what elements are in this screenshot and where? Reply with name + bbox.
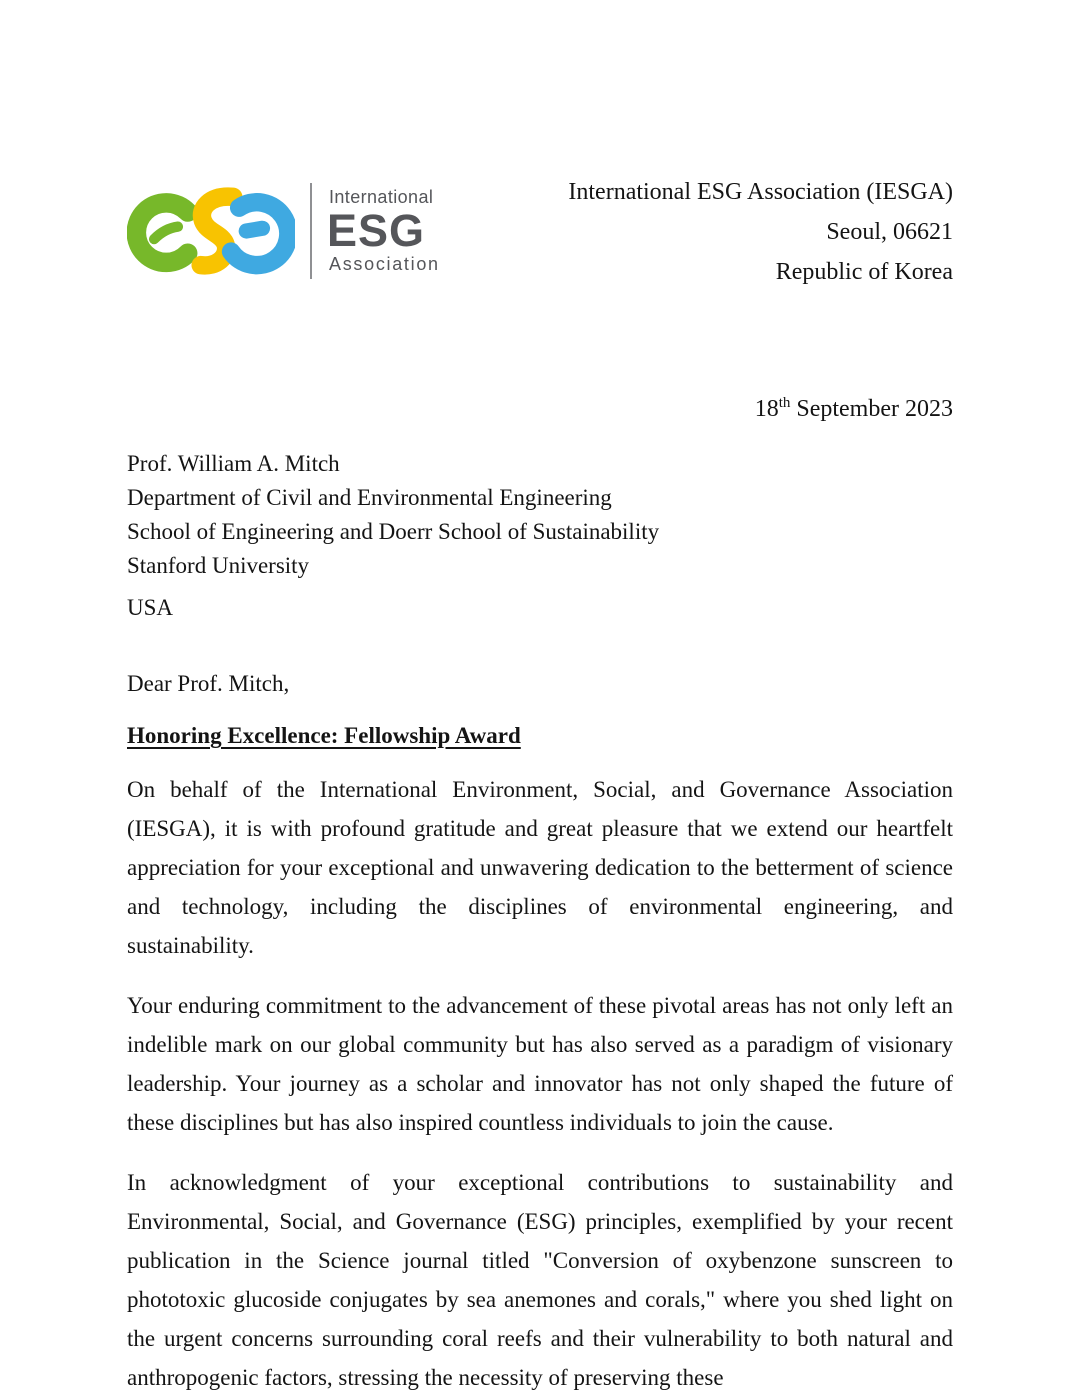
recipient-school: School of Engineering and Doerr School of Sustainability [127,519,660,544]
logo-wordmark-international: International [329,186,434,207]
logo-green-e-bar [154,227,178,239]
logo-divider [310,183,312,279]
logo-wordmark [327,188,440,275]
org-name: International ESG Association (IESGA) [568,179,953,205]
date-line [127,396,953,423]
org-country: Republic of Korea [775,259,953,285]
body-paragraph-2: Your enduring commitment to the advancement of these pivotal areas has not only left an indelible mark on our global community but has also served as a paradigm of visionary leadership. Your journey as a scholar and innovator has not only shaped the future of these disciplines but has also inspired countless individuals to join the cause. [127,993,953,1135]
body-paragraph-3: In acknowledgment of your exceptional contributions to sustainability and Environmental, Social, and Governance (ESG) principles, exemplified by your recent publication in the Science journal titled "Conversion of oxybenzone sunscreen to phototoxic glucoside conjugates by sea anemones and corals," where you shed light on the urgent concerns surrounding coral reefs and their vulnerability to both natural and anthropogenic factors, stressing the necessity of preserving these [127,1170,953,1390]
recipient-university: Stanford University [127,553,310,578]
logo-wordmark-esg: ESG [327,205,426,257]
esg-logo-mark [127,174,295,288]
date-month-year: September 2023 [790,396,953,422]
date-ordinal: th [778,395,791,411]
iesga-logo [127,174,440,288]
body-paragraph-1: On behalf of the International Environment, Social, and Governance Association (IESGA), it is with profound gratitude and great pleasure that we extend our heartfelt appreciation for your exceptional and unwavering dedication to the betterment of science and technology, including the disciplines of environmental engineering, and sustainability. [127,777,953,958]
date-day: 18 [754,396,779,422]
recipient-department: Department of Civil and Environmental Engineering [127,485,612,510]
recipient-country: USA [127,595,174,620]
recipient-name: Prof. William A. Mitch [127,451,340,476]
subject-line: Honoring Excellence: Fellowship Award [127,723,521,748]
recipient-address-block [127,447,953,625]
org-city-postal: Seoul, 06621 [826,219,953,245]
salutation: Dear Prof. Mitch, [127,671,290,696]
org-address-block [568,170,953,292]
logo-blue-g-bar [246,228,262,231]
logo-wordmark-association: Association [329,253,440,274]
letterhead [127,170,953,292]
